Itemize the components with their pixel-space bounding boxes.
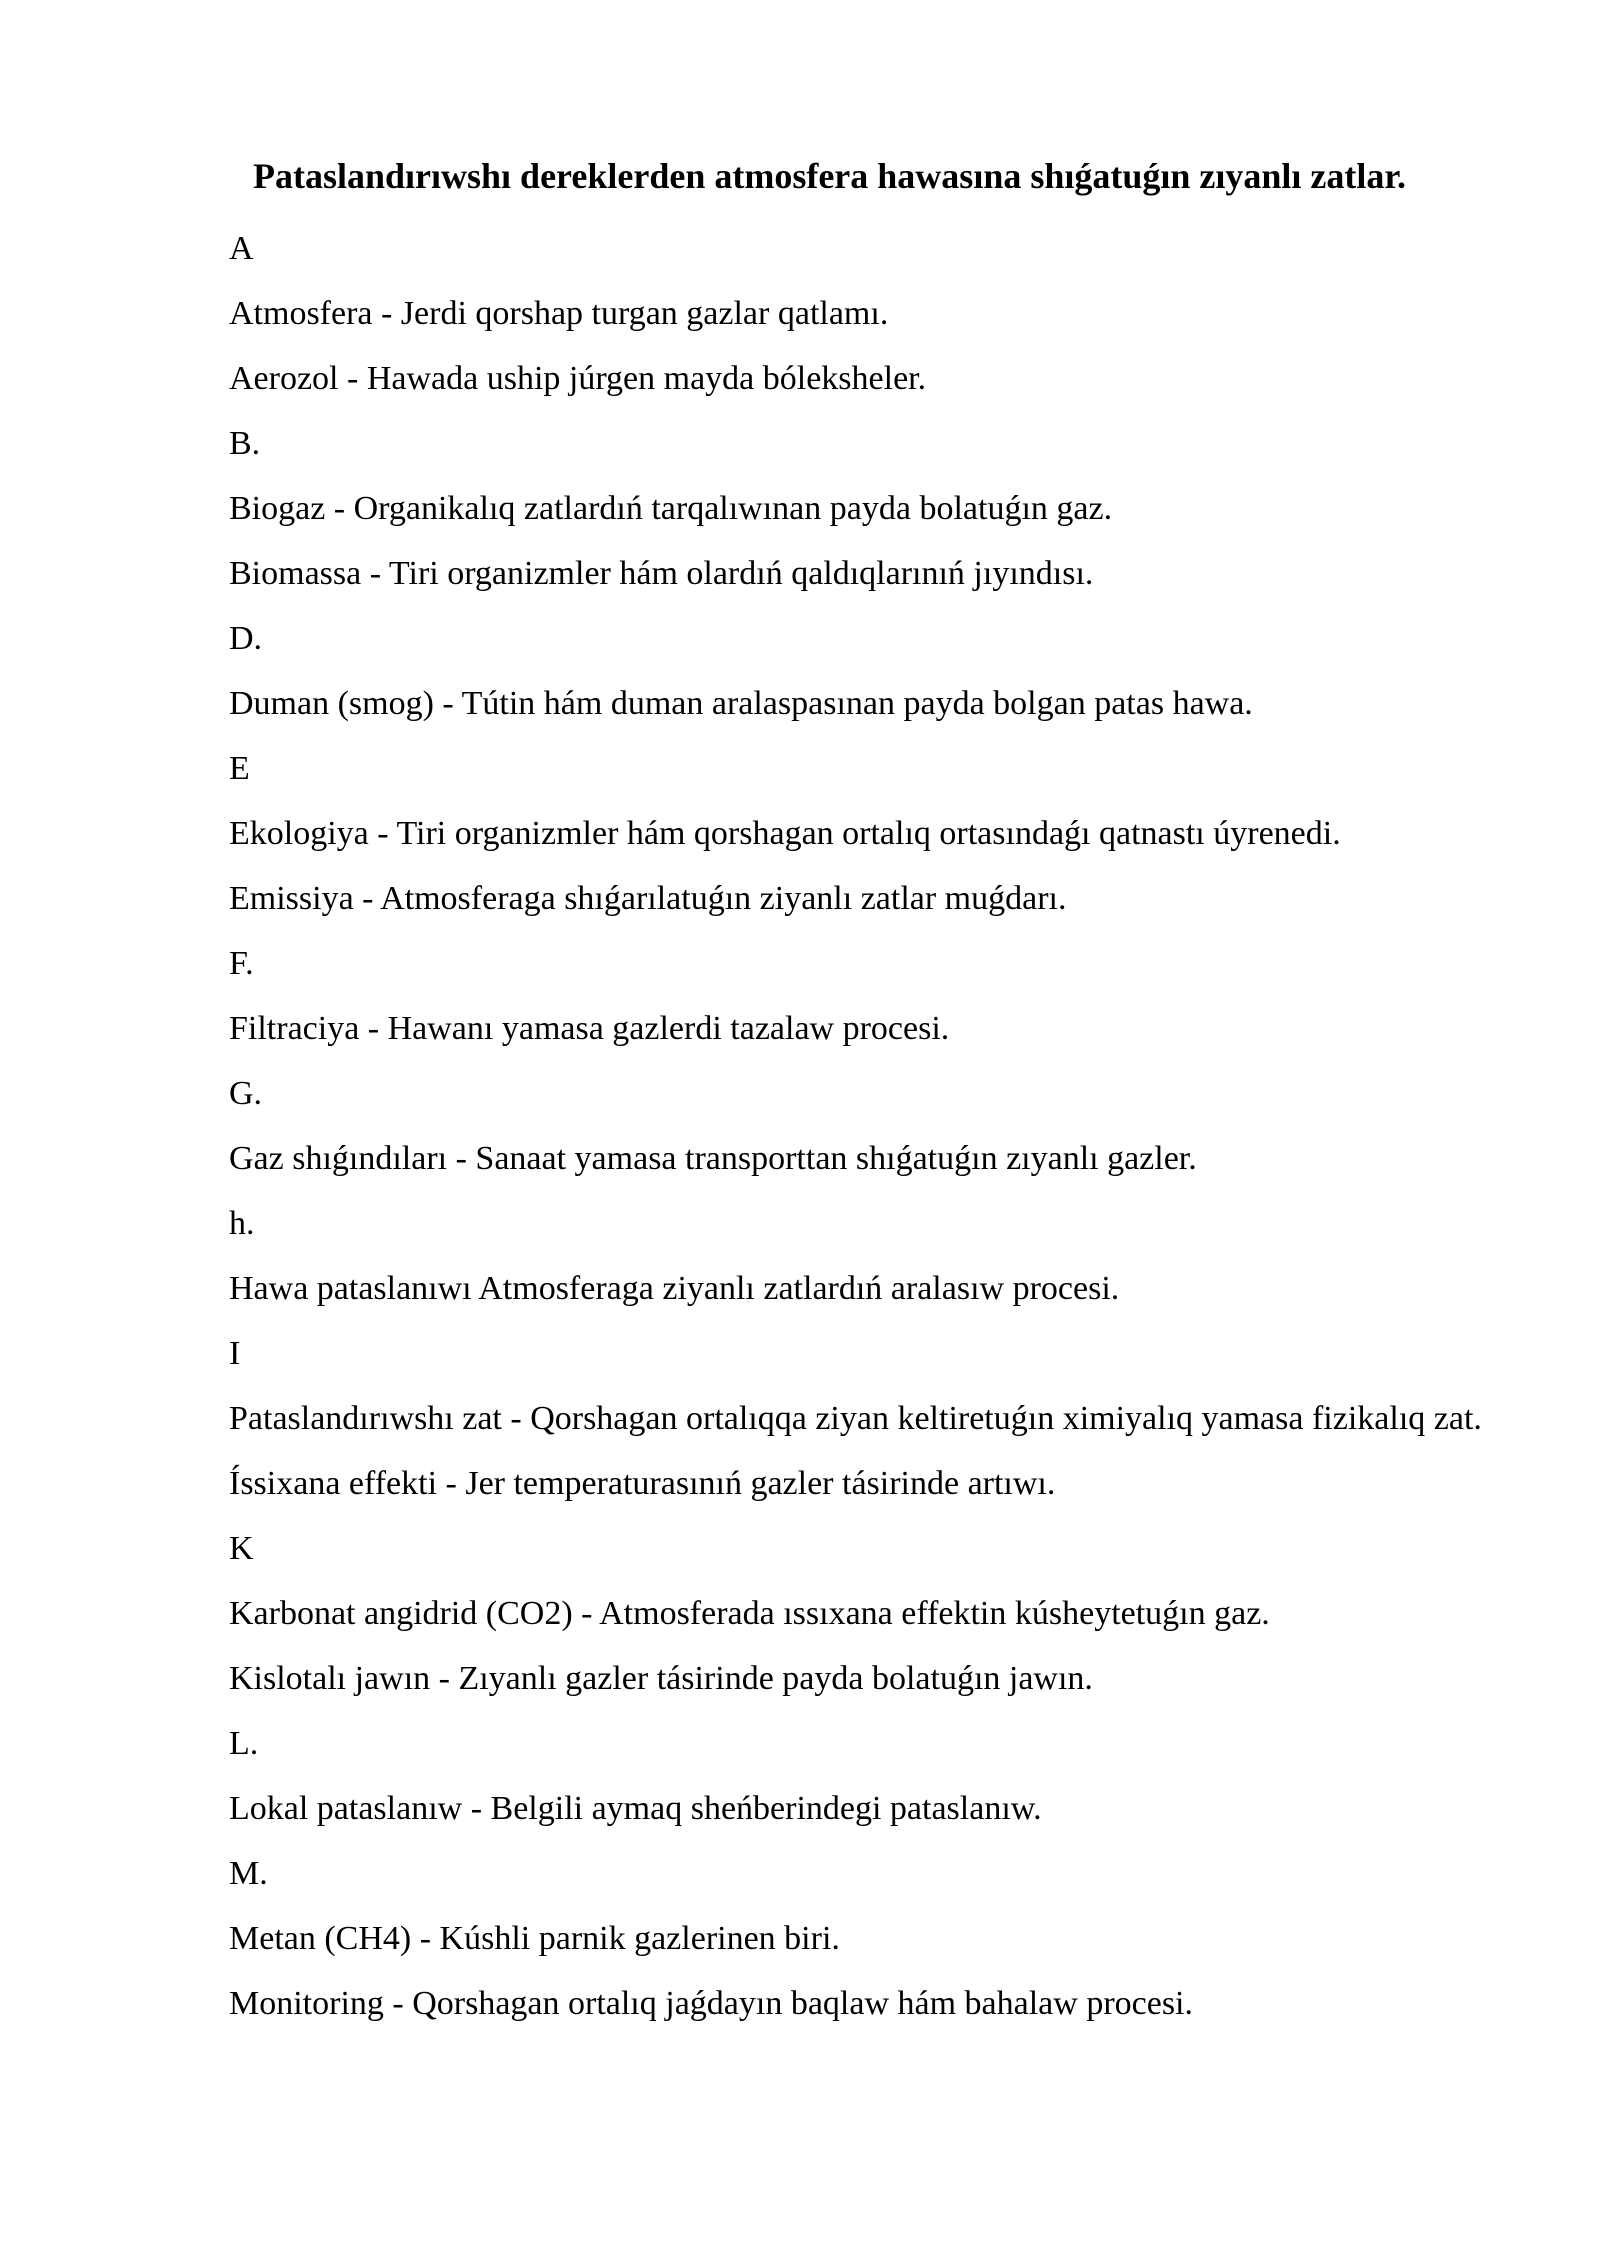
glossary-entry: Lokal pataslanıw - Belgili aymaq sheńberindegi pataslanıw. (229, 1790, 1042, 1827)
glossary-entry: Ekologiya - Tiri organizmler hám qorshagan ortalıq ortasındaǵı qatnastı úyrenedi. (229, 815, 1341, 852)
section-letter: L. (229, 1725, 259, 1762)
section-letter: h. (229, 1205, 255, 1242)
glossary-entry: Biomassa - Tiri organizmler hám olardıń qaldıqlarınıń jıyındısı. (229, 555, 1094, 592)
section-letter: D. (229, 620, 263, 657)
section-letter: A (229, 230, 254, 267)
glossary-entry: Hawa pataslanıwı Atmosferaga ziyanlı zatlardıń aralasıw procesi. (229, 1270, 1120, 1307)
section-letter: I (229, 1335, 241, 1372)
document-title: Pataslandırıwshı dereklerden atmosfera hawasına shıǵatuǵın zıyanlı zatlar. (253, 156, 1407, 196)
glossary-entry: Kislotalı jawın - Zıyanlı gazler tásirinde payda bolatuǵın jawın. (229, 1660, 1093, 1697)
section-letter: F. (229, 945, 254, 982)
glossary-entry: Aerozol - Hawada uship júrgen mayda bóleksheler. (229, 360, 927, 397)
glossary-entry: Biogaz - Organikalıq zatlardıń tarqalıwınan payda bolatuǵın gaz. (229, 490, 1113, 527)
glossary-entry: Gaz shıǵındıları - Sanaat yamasa transporttan shıǵatuǵın zıyanlı gazler. (229, 1140, 1197, 1177)
section-letter: M. (229, 1855, 268, 1892)
section-letter: K (229, 1530, 254, 1567)
glossary-entry: Monitoring - Qorshagan ortalıq jaǵdayın baqlaw hám bahalaw procesi. (229, 1985, 1194, 2022)
glossary-entry: Íssixana effekti - Jer temperaturasınıń gazler tásirinde artıwı. (229, 1465, 1056, 1502)
glossary-entry: Duman (smog) - Tútin hám duman aralaspasınan payda bolgan patas hawa. (229, 685, 1253, 722)
section-letter: B. (229, 425, 261, 462)
glossary-entry: Filtraciya - Hawanı yamasa gazlerdi tazalaw procesi. (229, 1010, 950, 1047)
glossary-entry: Atmosfera - Jerdi qorshap turgan gazlar qatlamı. (229, 295, 889, 332)
glossary-entry: Karbonat angidrid (CO2) - Atmosferada ıssıxana effektin kúsheytetuǵın gaz. (229, 1595, 1270, 1632)
glossary-entry: Pataslandırıwshı zat - Qorshagan ortalıqqa ziyan keltiretuǵın ximiyalıq yamasa fizikalıq zat. (229, 1400, 1482, 1437)
glossary-list (229, 216, 1486, 2036)
glossary-entry: Metan (CH4) - Kúshli parnik gazlerinen biri. (229, 1920, 840, 1957)
section-letter: G. (229, 1075, 263, 1112)
glossary-entry: Emissiya - Atmosferaga shıǵarılatuǵın ziyanlı zatlar muǵdarı. (229, 880, 1067, 917)
section-letter: E (229, 750, 250, 787)
